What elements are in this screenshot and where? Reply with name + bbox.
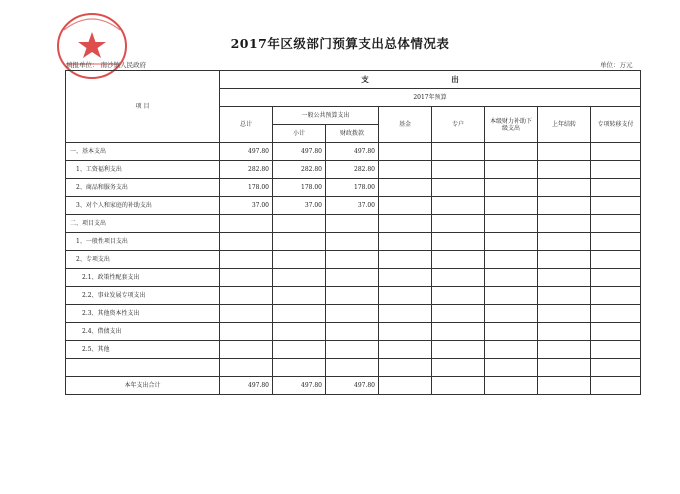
table-row bbox=[66, 197, 641, 215]
cell-fiscal bbox=[326, 215, 379, 233]
cell-subtotal bbox=[273, 215, 326, 233]
cell-fiscal: 497.80 bbox=[326, 377, 379, 395]
table-row bbox=[66, 179, 641, 197]
col-special-header: 专户 bbox=[432, 107, 485, 143]
table-row bbox=[66, 359, 641, 377]
expenditure-group-header: 支 出 bbox=[220, 71, 641, 89]
cell-total: 37.00 bbox=[220, 197, 273, 215]
col-general-header: 一般公共预算支出 bbox=[273, 107, 379, 125]
row-label: 1、一般性项目支出 bbox=[66, 233, 220, 251]
cell-subtotal bbox=[273, 323, 326, 341]
row-label: 2.4、借债支出 bbox=[66, 323, 220, 341]
table-row bbox=[66, 251, 641, 269]
cell-total bbox=[220, 359, 273, 377]
cell-fiscal: 37.00 bbox=[326, 197, 379, 215]
cell-subtotal: 497.80 bbox=[273, 377, 326, 395]
cell-fiscal: 282.80 bbox=[326, 161, 379, 179]
cell-subtotal bbox=[273, 233, 326, 251]
col-fiscal-header: 财政拨款 bbox=[326, 125, 379, 143]
cell-fiscal bbox=[326, 251, 379, 269]
currency-unit: 单位：万元 bbox=[600, 61, 633, 69]
row-label: 一、基本支出 bbox=[66, 143, 220, 161]
table-row bbox=[66, 305, 641, 323]
table-row bbox=[66, 323, 641, 341]
cell-fiscal bbox=[326, 269, 379, 287]
cell-subtotal: 497.80 bbox=[273, 143, 326, 161]
cell-total: 178.00 bbox=[220, 179, 273, 197]
col-special-transfer-header: 专项转移支付 bbox=[591, 107, 641, 143]
cell-subtotal: 178.00 bbox=[273, 179, 326, 197]
cell-subtotal bbox=[273, 251, 326, 269]
budget-table bbox=[65, 70, 641, 395]
cell-subtotal bbox=[273, 305, 326, 323]
row-label: 2.2、事业发展专项支出 bbox=[66, 287, 220, 305]
col-transfer-header: 上年结转 bbox=[538, 107, 591, 143]
cell-total bbox=[220, 323, 273, 341]
row-label: 2、商品和服务支出 bbox=[66, 179, 220, 197]
cell-total: 282.80 bbox=[220, 161, 273, 179]
page-title: 2017年区级部门预算支出总体情况表 bbox=[230, 36, 450, 51]
cell-subtotal bbox=[273, 359, 326, 377]
reporting-unit: 填报单位： 南沙镇人民政府 bbox=[66, 61, 147, 69]
cell-total bbox=[220, 269, 273, 287]
cell-total bbox=[220, 233, 273, 251]
col-subtotal-header: 小计 bbox=[273, 125, 326, 143]
row-label: 二、项目支出 bbox=[66, 215, 220, 233]
table-row bbox=[66, 233, 641, 251]
row-label: 2、专项支出 bbox=[66, 251, 220, 269]
cell-subtotal bbox=[273, 341, 326, 359]
table-row bbox=[66, 341, 641, 359]
cell-fiscal bbox=[326, 359, 379, 377]
cell-fiscal: 178.00 bbox=[326, 179, 379, 197]
cell-total bbox=[220, 215, 273, 233]
cell-fiscal bbox=[326, 341, 379, 359]
col-subsidy-header: 本级财力补助下级支出 bbox=[485, 107, 538, 143]
cell-total bbox=[220, 305, 273, 323]
budget-year-header: 2017年预算 bbox=[220, 89, 641, 107]
cell-total: 497.80 bbox=[220, 377, 273, 395]
item-header: 项 目 bbox=[66, 71, 220, 143]
row-label bbox=[66, 359, 220, 377]
cell-fiscal bbox=[326, 305, 379, 323]
cell-subtotal bbox=[273, 287, 326, 305]
row-label: 1、工资福利支出 bbox=[66, 161, 220, 179]
table-row bbox=[66, 143, 641, 161]
table-row bbox=[66, 287, 641, 305]
total-row-label: 本年支出合计 bbox=[66, 377, 220, 395]
table-row-total bbox=[66, 377, 641, 395]
col-total-header: 总计 bbox=[220, 107, 273, 143]
cell-total: 497.80 bbox=[220, 143, 273, 161]
row-label: 3、对个人和家庭的补助支出 bbox=[66, 197, 220, 215]
cell-fiscal bbox=[326, 287, 379, 305]
cell-fiscal: 497.80 bbox=[326, 143, 379, 161]
cell-fiscal bbox=[326, 233, 379, 251]
cell-subtotal: 37.00 bbox=[273, 197, 326, 215]
table-row bbox=[66, 269, 641, 287]
cell-fiscal bbox=[326, 323, 379, 341]
table-row bbox=[66, 161, 641, 179]
row-label: 2.5、其他 bbox=[66, 341, 220, 359]
col-fund-header: 基金 bbox=[379, 107, 432, 143]
cell-total bbox=[220, 341, 273, 359]
header-row-group bbox=[66, 71, 641, 89]
row-label: 2.3、其他资本性支出 bbox=[66, 305, 220, 323]
table-row bbox=[66, 215, 641, 233]
cell-total bbox=[220, 251, 273, 269]
cell-subtotal: 282.80 bbox=[273, 161, 326, 179]
cell-total bbox=[220, 287, 273, 305]
cell-subtotal bbox=[273, 269, 326, 287]
row-label: 2.1、政策性配套支出 bbox=[66, 269, 220, 287]
